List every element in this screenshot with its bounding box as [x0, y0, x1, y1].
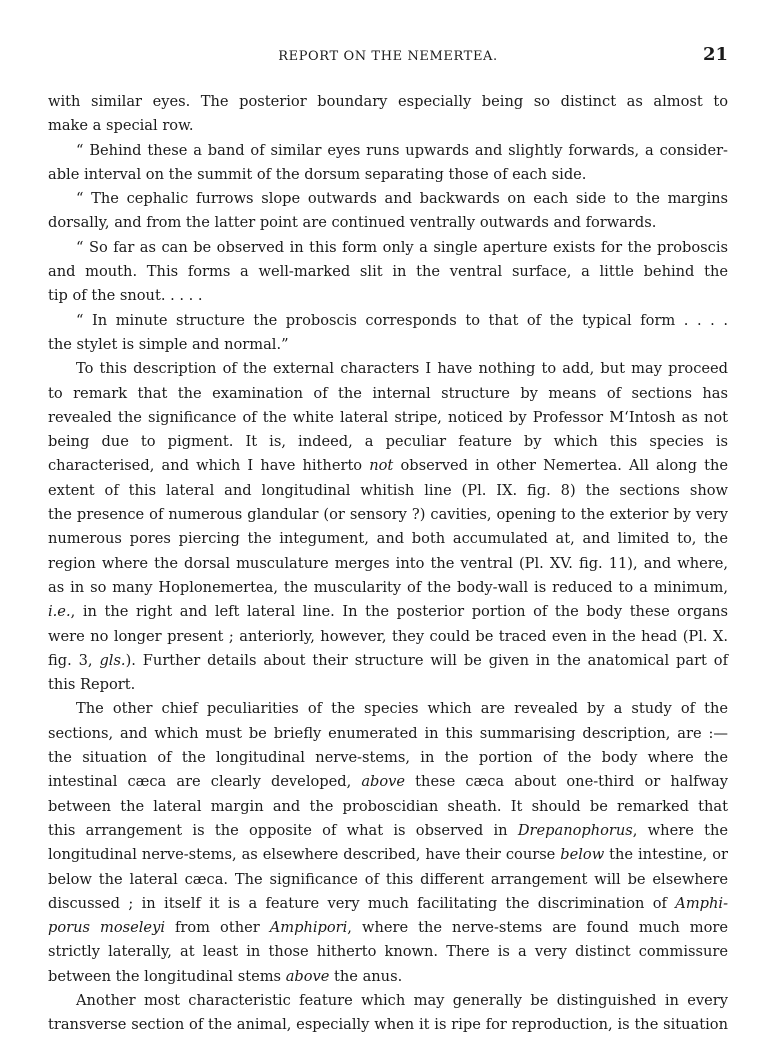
- text-line: below the lateral cæca. The significance of this different arrangement will be elsewhere: [48, 870, 728, 888]
- italic-run: above: [285, 967, 330, 985]
- text-line: make a special row.: [48, 117, 194, 135]
- italic-run: Amphi-: [675, 894, 728, 912]
- text-line: “ So far as can be observed in this form only a single aperture exists for the proboscis: [76, 238, 728, 256]
- text-run: these cæca about one-third or halfway: [405, 773, 728, 791]
- italic-run: Drepanophorus: [517, 821, 633, 839]
- text-line: with similar eyes. The posterior boundary especially being so distinct as almost to: [48, 93, 728, 110]
- text-line: numerous pores piercing the integument, and both accumulated at, and limited to, the: [48, 530, 728, 548]
- text-line: sections, and which must be briefly enumerated in this summarising description, are :—: [48, 724, 728, 742]
- text-line: able interval on the summit of the dorsum separating those of each side.: [48, 165, 587, 183]
- text-run: characterised, and which I have hitherto: [48, 457, 370, 475]
- text-line: between the lateral margin and the proboscidian sheath. It should be remarked that: [48, 797, 728, 815]
- text-line: revealed the significance of the white lateral stripe, noticed by Professor M‘Intosh as not: [48, 408, 728, 426]
- italic-run: Amphipori: [269, 919, 348, 937]
- text-line: The other chief peculiarities of the species which are revealed by a study of the: [76, 700, 728, 718]
- text-run: fig. 3,: [48, 651, 100, 669]
- text-run: the intestine, or: [604, 846, 728, 864]
- text-line: [48, 770, 728, 794]
- text-line: [48, 916, 728, 940]
- text-line: dorsally, and from the latter point are continued ventrally outwards and forwards.: [48, 214, 657, 232]
- page-header: [48, 44, 728, 66]
- running-title: REPORT ON THE NEMERTEA.: [278, 49, 498, 64]
- text-line: “ Behind these a band of similar eyes runs upwards and slightly forwards, a consider-: [76, 141, 728, 159]
- text-line: “ The cephalic furrows slope outwards and backwards on each side to the margins: [76, 190, 728, 208]
- text-run: from other: [164, 919, 270, 937]
- text-run: longitudinal nerve-stems, as elsewhere described, have their course: [48, 846, 561, 864]
- text-run: discussed ; in itself it is a feature very much facilitating the discrimination of: [48, 894, 676, 912]
- italic-run: not: [369, 457, 394, 475]
- italic-run: porus moseleyi: [48, 919, 165, 937]
- text-line: Another most characteristic feature which may generally be distinguished in every: [76, 991, 728, 1009]
- italic-run: i.e.: [48, 603, 71, 621]
- text-line: were no longer present ; anteriorly, however, they could be traced even in the head (Pl. X.: [48, 627, 728, 645]
- text-line: tip of the snout. . . . .: [48, 287, 203, 305]
- text-line: [48, 819, 728, 843]
- text-line: To this description of the external characters I have nothing to add, but may proceed: [76, 360, 728, 378]
- text-line: extent of this lateral and longitudinal whitish line (Pl. IX. fig. 8) the sections show: [48, 481, 728, 499]
- text-line: [48, 843, 728, 867]
- body-text: [48, 90, 728, 1038]
- text-line: the situation of the longitudinal nerve-stems, in the portion of the body where the: [48, 749, 728, 767]
- text-run: the anus.: [329, 967, 403, 985]
- text-line: region where the dorsal musculature merges into the ventral (Pl. XV. fig. 11), and where,: [48, 554, 728, 572]
- text-run: ). Further details about their structure will be given in the anatomical part of: [125, 651, 728, 669]
- text-run: intestinal cæca are clearly developed,: [48, 773, 362, 791]
- text-line: being due to pigment. It is, indeed, a peculiar feature by which this species is: [48, 433, 728, 451]
- text-line: [48, 965, 728, 989]
- text-line: [48, 454, 728, 478]
- text-run: , where the nerve-stems are found much more: [347, 919, 728, 937]
- text-line: [48, 600, 728, 624]
- text-run: , where the: [632, 821, 728, 839]
- italic-run: gls.: [99, 651, 126, 669]
- text-line: the stylet is simple and normal.”: [48, 335, 289, 353]
- text-line: this Report.: [48, 676, 136, 694]
- text-line: strictly laterally, at least in those hitherto known. There is a very distinct commissure: [48, 943, 728, 961]
- text-line: [48, 892, 728, 916]
- text-run: this arrangement is the opposite of what is observed in: [48, 821, 518, 839]
- text-line: transverse section of the animal, especially when it is ripe for reproduction, is the situation: [48, 1016, 728, 1034]
- italic-run: above: [361, 773, 406, 791]
- text-line: and mouth. This forms a well-marked slit in the ventral surface, a little behind the: [48, 263, 728, 281]
- text-run: observed in other Nemertea. All along the: [393, 457, 728, 475]
- text-run: between the longitudinal stems: [48, 967, 286, 985]
- text-run: , in the right and left lateral line. In the posterior portion of the body these organs: [70, 603, 728, 621]
- text-line: as in so many Hoplonemertea, the muscularity of the body-wall is reduced to a minimum,: [48, 578, 728, 596]
- text-line: the presence of numerous glandular (or sensory ?) cavities, opening to the exterior by very: [48, 506, 728, 524]
- text-line: “ In minute structure the proboscis corresponds to that of the typical form . . . .: [76, 311, 728, 329]
- italic-run: below: [560, 846, 605, 864]
- text-line: [48, 649, 728, 673]
- text-line: to remark that the examination of the internal structure by means of sections has: [48, 384, 728, 402]
- page-number: 21: [702, 44, 728, 65]
